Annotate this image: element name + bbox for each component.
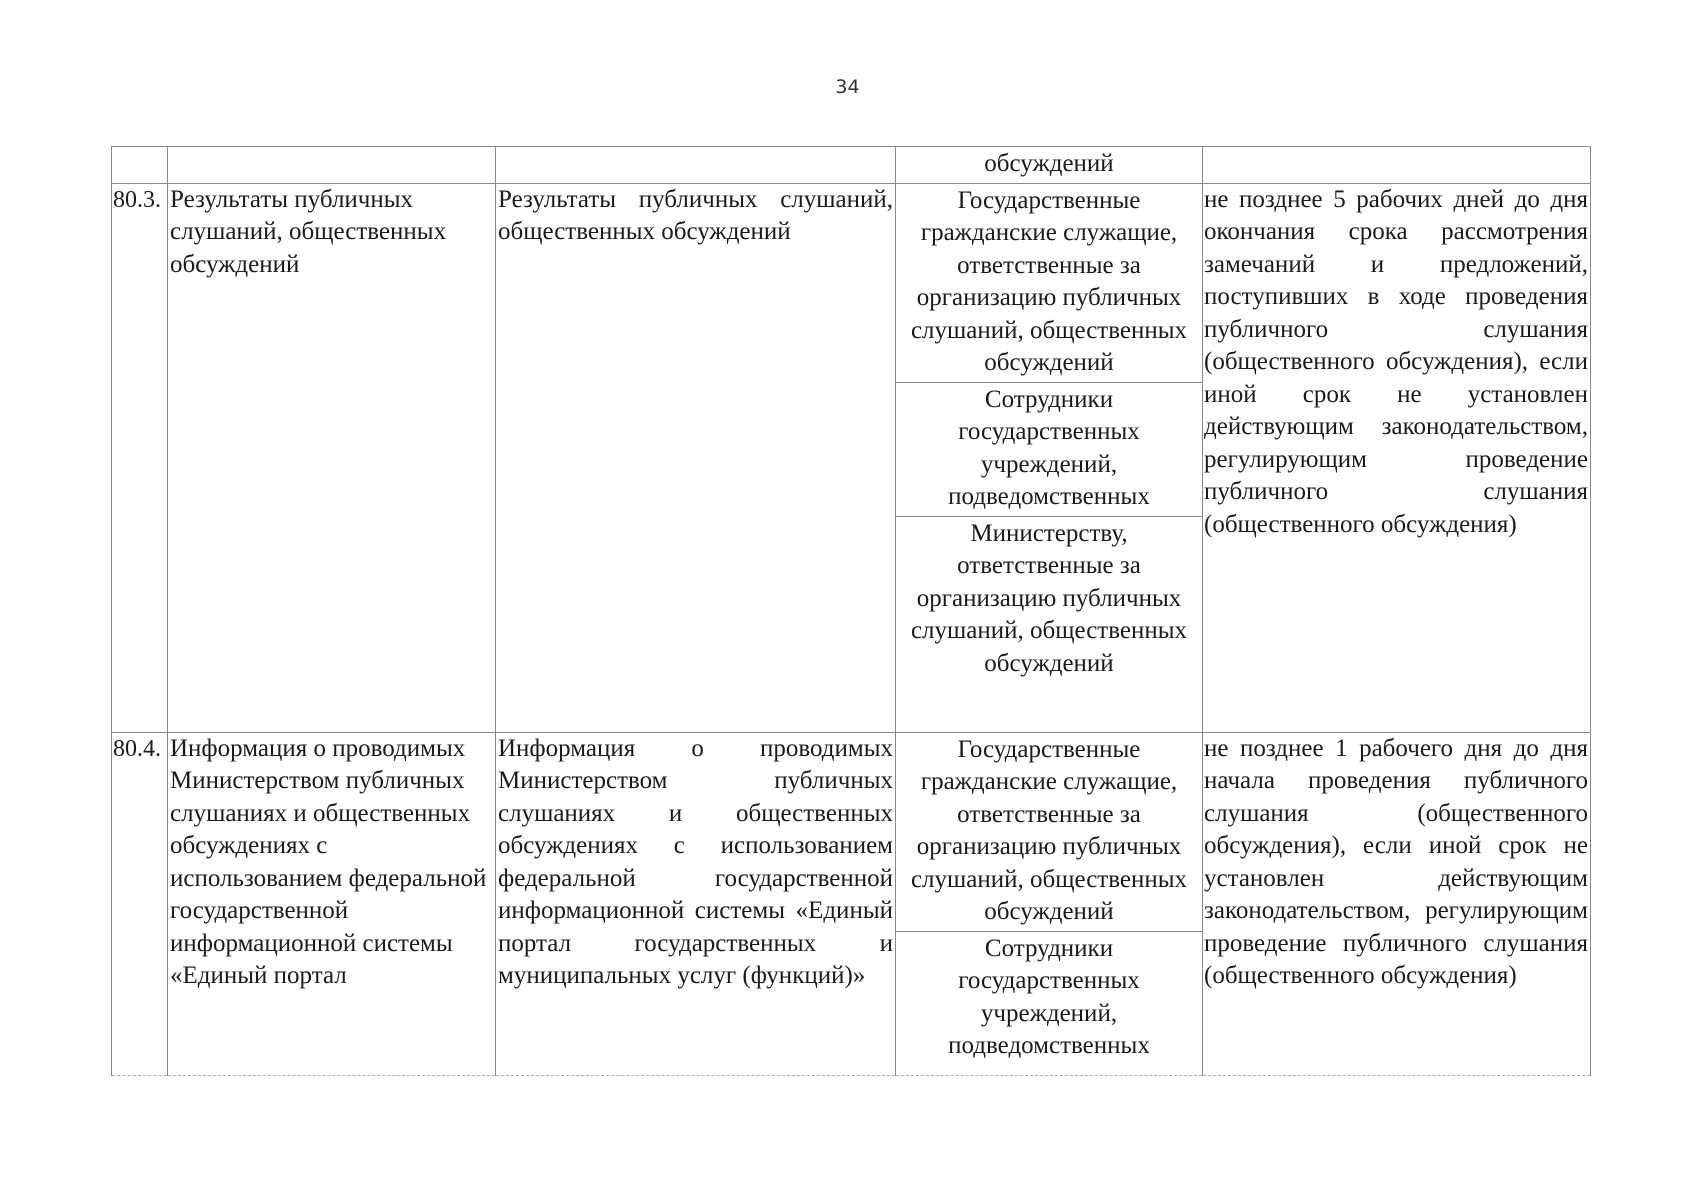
responsible-text: обсуждений — [984, 150, 1114, 177]
responsible-item: Сотрудники государственных учреждений, подведомственных — [948, 934, 1150, 1059]
row-name: Результаты публичных слушаний, общественных обсуждений — [168, 183, 496, 732]
table-cell-responsible — [896, 732, 1203, 1075]
row-info: Информация о проводимых Министерством публичных слушаниях и общественных обсуждениях с использованием федеральной государственной информационной системы «Единый портал государственных и муниципальных услуг (функций)» — [496, 732, 896, 1075]
table-row-continuation — [112, 147, 1591, 184]
page-number: 34 — [835, 76, 860, 98]
row-term: не позднее 5 рабочих дней до дня окончания срока рассмотрения замечаний и предложений, поступивших в ходе проведения публичного слушания (общественного обсуждения), если иной срок не установлен действующим законодательством, регулирующим проведение публичного слушания (общественного обсуждения) — [1203, 183, 1591, 732]
row-name: Информация о проводимых Министерством публичных слушаниях и общественных обсуждениях с использованием федеральной государственной информационной системы «Единый портал — [168, 732, 496, 1075]
table-cell — [1203, 147, 1591, 184]
table-cell — [168, 147, 496, 184]
table-cell — [496, 147, 896, 184]
row-term: не позднее 1 рабочего дня до дня начала проведения публичного слушания (общественного обсуждения), если иной срок не установлен действующим законодательством, регулирующим проведение публичного слушания (общественного обсуждения) — [1203, 732, 1591, 1075]
responsible-item: Государственные гражданские служащие, ответственные за организацию публичных слушаний, общественных обсуждений — [896, 184, 1202, 383]
responsible-item: Министерству, ответственные за организацию публичных слушаний, общественных обсуждений — [910, 519, 1188, 677]
table-cell-responsible — [896, 183, 1203, 732]
responsible-item: Государственные гражданские служащие, ответственные за организацию публичных слушаний, общественных обсуждений — [896, 733, 1202, 932]
row-info: Результаты публичных слушаний, общественных обсуждений — [496, 183, 896, 732]
row-number: 80.3. — [112, 183, 168, 732]
responsible-item: Сотрудники государственных учреждений, подведомственных — [896, 383, 1202, 517]
table-row — [112, 732, 1591, 1075]
row-number: 80.4. — [112, 732, 168, 1075]
table-cell — [112, 147, 168, 184]
table-row — [112, 183, 1591, 732]
table-cell-responsible — [896, 147, 1203, 184]
document-table — [111, 146, 1591, 1076]
